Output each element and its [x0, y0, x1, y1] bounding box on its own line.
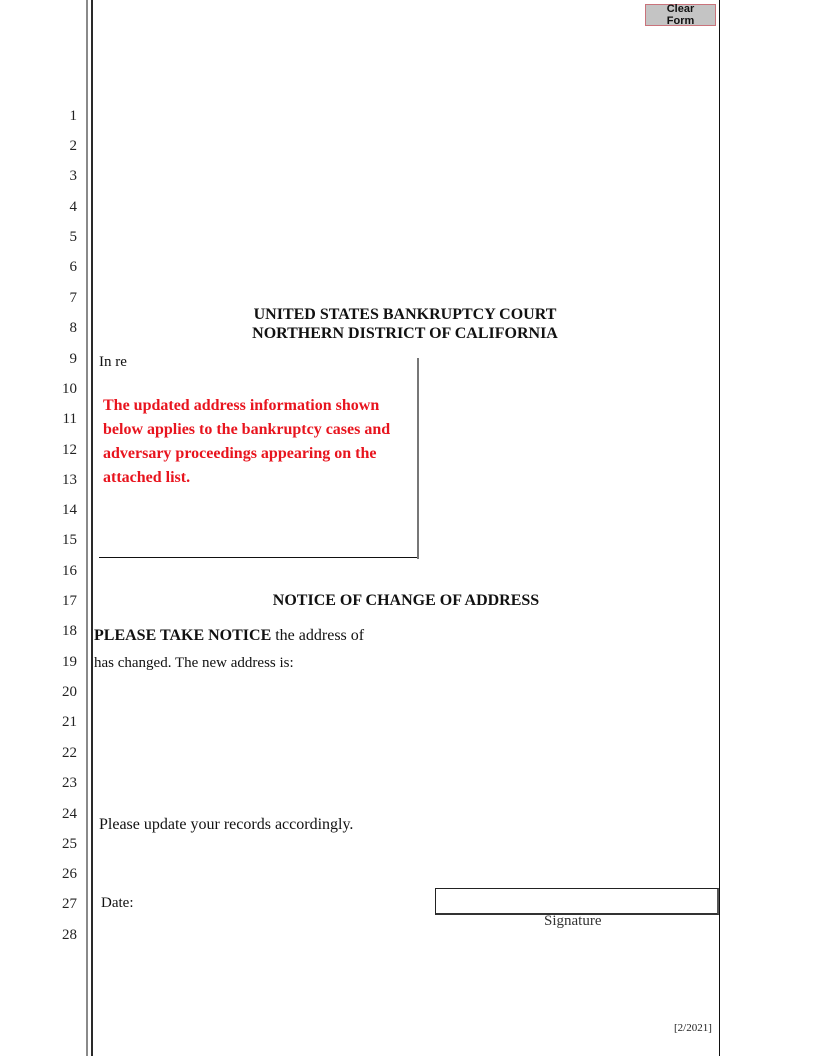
line-number: 18 [62, 623, 77, 639]
document-title: NOTICE OF CHANGE OF ADDRESS [272, 592, 540, 609]
attached-list-note: The updated address information shown below applies to the bankruptcy cases and adversary proceedings appearing on the attached list. [103, 397, 391, 486]
line-number: 3 [69, 168, 77, 184]
line-number: 25 [62, 836, 77, 852]
line-number: 28 [62, 927, 77, 943]
line-number: 16 [62, 563, 77, 579]
signature-field[interactable] [435, 888, 719, 915]
signature-label: Signature [544, 913, 602, 929]
notice-text: the address of [271, 627, 365, 644]
line-number: 14 [62, 502, 77, 518]
court-district: NORTHERN DISTRICT OF CALIFORNIA [252, 325, 558, 342]
line-number: 13 [62, 472, 77, 488]
court-name: UNITED STATES BANKRUPTCY COURT [253, 306, 557, 323]
caption-box-right-border [417, 358, 419, 559]
notice-bold-text: PLEASE TAKE NOTICE [94, 627, 272, 644]
line-number: 11 [62, 411, 77, 427]
line-number: 12 [62, 442, 77, 458]
line-number: 22 [62, 745, 77, 761]
form-revision-code: [2/2021] [674, 1022, 712, 1034]
line-number: 6 [69, 259, 77, 275]
update-records-text: Please update your records accordingly. [99, 816, 354, 833]
line-number: 19 [62, 654, 77, 670]
line-number: 20 [62, 684, 77, 700]
date-label: Date: [101, 895, 134, 911]
line-number: 7 [69, 290, 77, 306]
line-number: 5 [69, 229, 77, 245]
line-number: 1 [69, 108, 77, 124]
line-number: 15 [62, 532, 77, 548]
line-number: 21 [62, 714, 77, 730]
line-number: 8 [69, 320, 77, 336]
caption-box-bottom-border [99, 557, 417, 558]
line-number: 23 [62, 775, 77, 791]
line-number: 2 [69, 138, 77, 154]
left-margin-line-outer [86, 0, 88, 1056]
line-number: 4 [69, 199, 77, 215]
in-re-label: In re [99, 354, 127, 370]
notice-line-2: has changed. The new address is: [94, 655, 294, 671]
line-number: 24 [62, 806, 77, 822]
line-number: 9 [69, 351, 77, 367]
court-header [0, 305, 816, 343]
line-number: 10 [62, 381, 77, 397]
notice-line-1 [94, 627, 364, 645]
clear-form-button[interactable]: Clear Form [645, 4, 716, 26]
line-number: 26 [62, 866, 77, 882]
line-number: 27 [62, 896, 77, 912]
line-number: 17 [62, 593, 77, 609]
right-margin-line [719, 0, 720, 1056]
left-margin-line-inner [91, 0, 93, 1056]
